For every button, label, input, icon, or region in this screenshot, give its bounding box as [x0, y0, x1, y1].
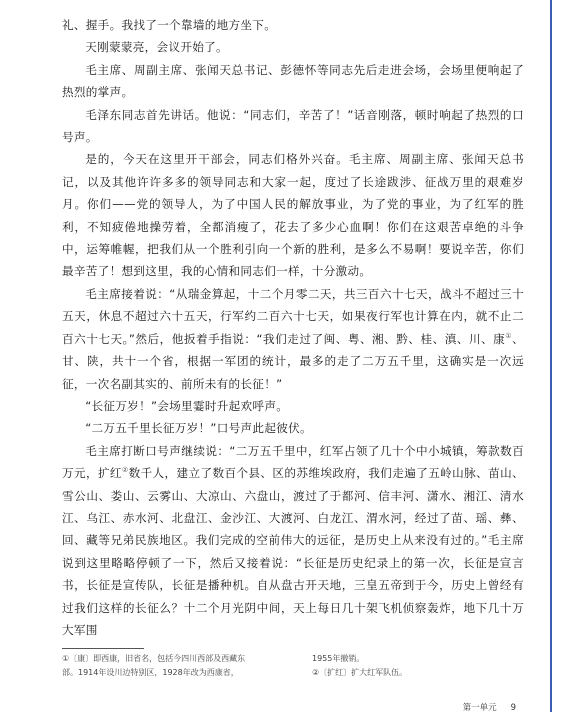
body-text — [62, 14, 524, 641]
paragraph-text: 数千人，建立了数百个县、区的苏维埃政府，我们走遍了五岭山脉、苗山、雪公山、娄山、云雾山、大凉山、六盘山，渡过了于都河、信丰河、潇水、湘江、清水江、乌江、赤水河、北盘江、金沙江、大渡河、白龙江、渭水河，经过了苗、瑶、彝、回、藏等兄弟民族地区。我们完成的空前伟大的远征，是历史上从来没有过的。”毛主席说到这里略略停顿了一下，然后又接着说：“长征是历史纪录上的第一次，长征是宣言书，长征是宣传队，长征是播种机。自从盘古开天地，三皇五帝到于今，历史上曾经有过我们这样的长征么？十二个月光阴中间，天上每日几十架飞机侦察轰炸，地下几十万大军围 — [62, 466, 524, 637]
paragraph: 毛泽东同志首先讲话。他说：“同志们，辛苦了！”话音刚落，顿时响起了热烈的口号声。 — [62, 107, 524, 145]
footnote-line: 1955年撤销。 — [312, 654, 365, 663]
footnote-column-right — [312, 652, 524, 680]
unit-label: 第一单元 — [462, 703, 497, 713]
paragraph-text: 、甘、陕，共十一个省，根据一军团的统计，最多的走了二万五千里，这确实是一次远征，一次名副其实的、前所未有的长征！” — [62, 331, 524, 391]
paragraph: “二万五千里长征万岁！”口号声此起彼伏。 — [85, 421, 312, 436]
footnote-line: ①〔康〕即西康，旧省名，包括今四川西部及西藏东 — [62, 654, 246, 663]
page-footer — [463, 701, 516, 713]
footnote-line: ②〔扩红〕扩大红军队伍。 — [312, 668, 408, 677]
paragraph: 毛主席、周副主席、张闻天总书记、彭德怀等同志先后走进会场，会场里便响起了热烈的掌声。 — [62, 62, 524, 100]
paragraph — [62, 440, 524, 642]
footnote-divider — [62, 648, 144, 649]
paragraph: 礼、握手。我找了一个靠墙的地方坐下。 — [62, 18, 277, 32]
paragraph: “长征万岁！”会场里霎时升起欢呼声。 — [85, 398, 289, 413]
footnote-column-left — [62, 652, 302, 680]
page-edge-rule — [550, 0, 552, 712]
paragraph-text: 毛主席接着说：“从瑞金算起，十二个月零二天，共三百六十七天，战斗不超过三十五天，休息不超过六十五天，行军约二百六十七天，如果夜行军也计算在内，就不止二百六十七天。”然后，他扳着手指说：“我们走过了闽、粤、湘、黔、桂、滇、川、康 — [62, 286, 524, 346]
footnote-line: 部。1914年设川边特别区，1928年改为西康省， — [62, 668, 239, 677]
paragraph: 是的，今天在这里开干部会，同志们格外兴奋。毛主席、周副主席、张闻天总书记，以及其他许许多多的领导同志和大家一起，度过了长途跋涉、征战万里的艰难岁月。你们——党的领导人，为了中国人民的解放事业，为了党的事业，为了红军的胜利，不知疲倦地操劳着，全都消瘦了，花去了多少心血啊！你们在这艰苦卓绝的斗争中，运筹帷幄，把我们从一个胜利引向一个新的胜利，是多么不易啊！要说辛苦，你们最辛苦了！想到这里，我的心情和同志们一样，十分激动。 — [62, 152, 524, 279]
footnote-ref[interactable]: ② — [121, 466, 129, 475]
page-number: 9 — [510, 703, 516, 713]
paragraph-text: 毛主席打断口号声继续说：“二万五千里中，红军占领了几十个中小城镇，筹款数百万元，扩红 — [62, 443, 524, 481]
paragraph: 天刚蒙蒙亮，会议开始了。 — [85, 40, 228, 55]
footnote-ref[interactable]: ① — [505, 331, 513, 340]
paragraph — [62, 283, 524, 395]
